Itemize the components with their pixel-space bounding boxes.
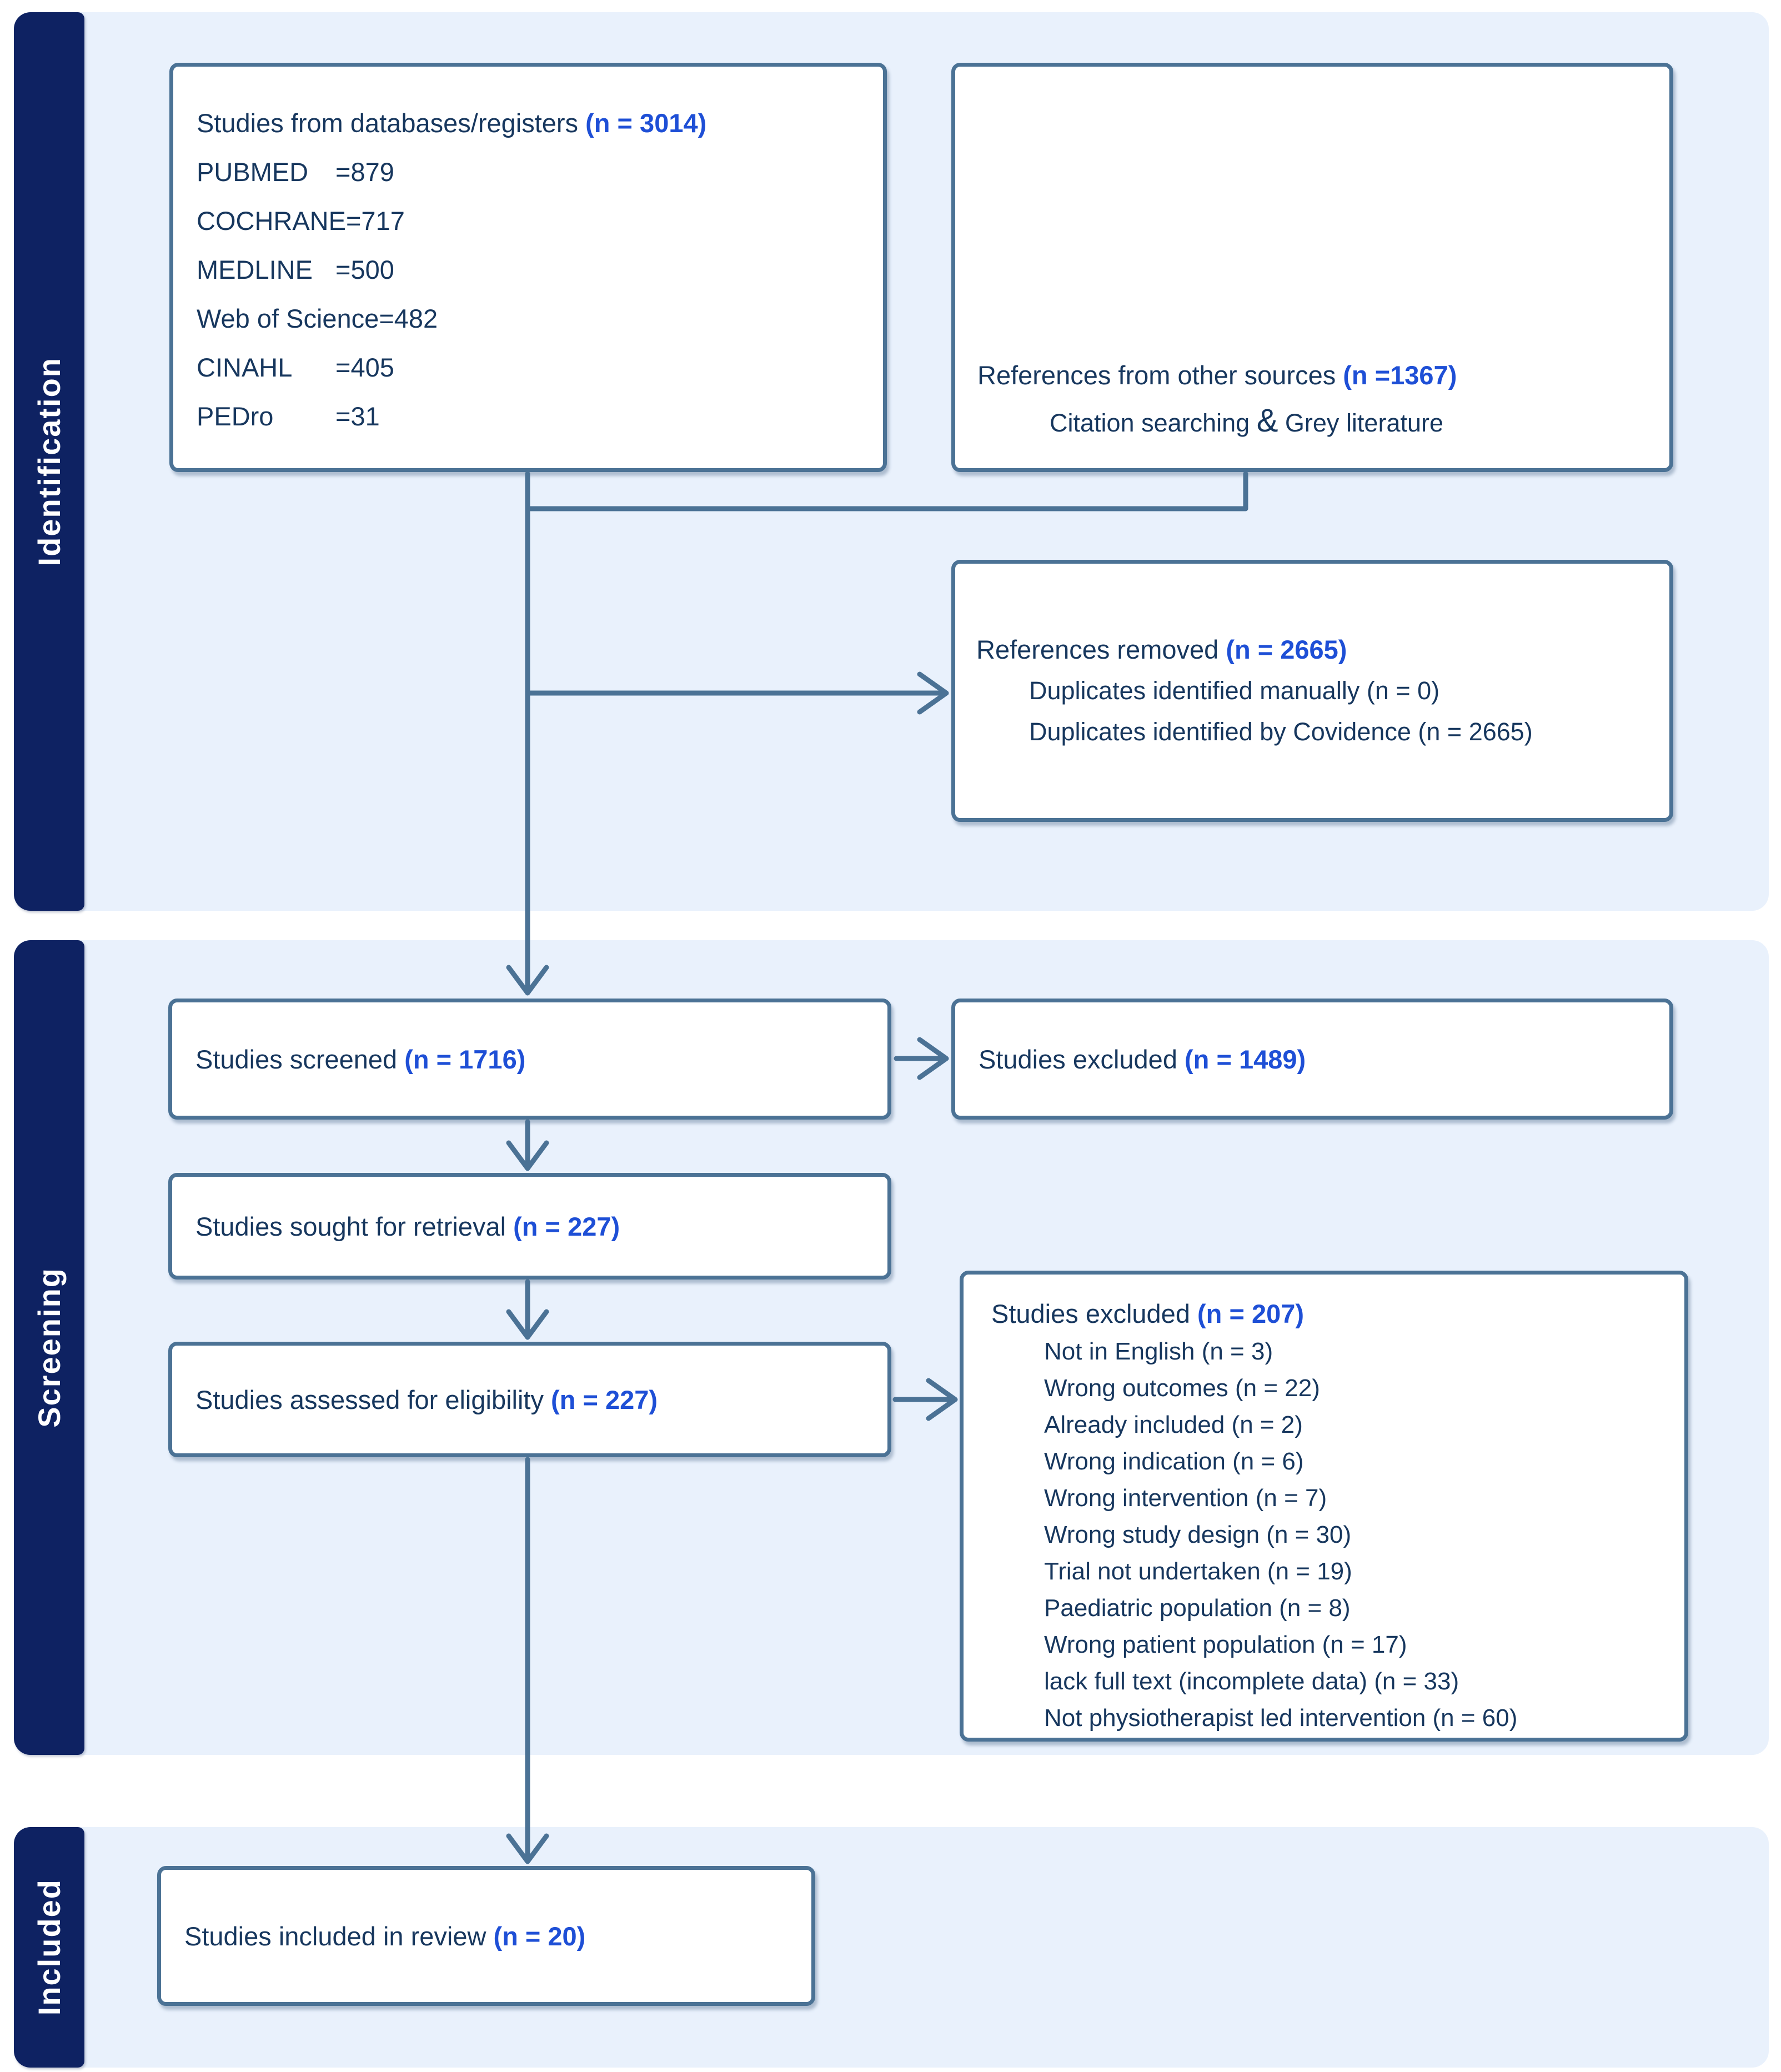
database-row: PEDro =31 xyxy=(197,402,380,431)
exclusion-reason: Wrong indication (n = 6) xyxy=(1044,1448,1304,1475)
sidebar-screening xyxy=(14,940,84,1755)
references-removed-detail: Duplicates identified manually (n = 0) xyxy=(1029,676,1440,705)
references-removed-detail: Duplicates identified by Covidence (n = 2665) xyxy=(1029,718,1533,746)
database-row: MEDLINE =500 xyxy=(197,255,394,284)
excluded-screening-count: (n = 1489) xyxy=(1185,1044,1306,1074)
exclusion-reason: Wrong outcomes (n = 22) xyxy=(1044,1374,1320,1402)
ampersand: & xyxy=(1256,403,1278,439)
databases-count: (n = 3014) xyxy=(585,108,707,138)
sidebar-included xyxy=(14,1827,84,2068)
sidebar-identification-label: Identification xyxy=(32,357,67,566)
exclusion-reason: Wrong intervention (n = 7) xyxy=(1044,1484,1327,1512)
database-row: CINAHL =405 xyxy=(197,353,394,382)
excluded-screening-title: Studies excluded (n = 1489) xyxy=(979,1044,1306,1074)
references-removed-count: (n = 2665) xyxy=(1226,635,1347,664)
other-sources-count: (n =1367) xyxy=(1343,360,1457,390)
sought-title: Studies sought for retrieval (n = 227) xyxy=(195,1211,620,1241)
database-row: PUBMED =879 xyxy=(197,157,394,187)
box-references-other-sources xyxy=(951,63,1673,472)
assessed-count: (n = 227) xyxy=(551,1384,658,1414)
box-references-removed xyxy=(951,560,1673,822)
databases-title: Studies from databases/registers (n = 3014) xyxy=(197,108,707,138)
exclusion-reason: lack full text (incomplete data) (n = 33) xyxy=(1044,1668,1459,1695)
assessed-title: Studies assessed for eligibility (n = 227) xyxy=(195,1384,658,1414)
excluded-eligibility-title: Studies excluded (n = 207) xyxy=(991,1299,1305,1328)
other-sources-subtitle: Citation searching & Grey literature xyxy=(1050,403,1444,439)
box-studies-excluded-screening xyxy=(951,999,1673,1120)
box-studies-from-databases xyxy=(169,63,887,472)
database-row: Web of Science=482 xyxy=(197,304,438,333)
exclusion-reason: Not physiotherapist led intervention (n = 60) xyxy=(1044,1704,1518,1732)
exclusion-reason: Paediatric population (n = 8) xyxy=(1044,1594,1351,1622)
sidebar-identification xyxy=(14,12,84,911)
database-row: COCHRANE=717 xyxy=(197,206,405,235)
box-studies-included xyxy=(157,1866,815,2006)
sidebar-included-label: Included xyxy=(32,1879,67,2016)
box-studies-screened xyxy=(168,999,891,1120)
exclusion-reason: Trial not undertaken (n = 19) xyxy=(1044,1558,1352,1585)
box-studies-sought xyxy=(168,1173,891,1280)
other-sources-title: References from other sources (n =1367) xyxy=(977,360,1457,390)
screened-title: Studies screened (n = 1716) xyxy=(195,1044,526,1074)
exclusion-reason: Already included (n = 2) xyxy=(1044,1411,1303,1438)
sought-count: (n = 227) xyxy=(513,1211,620,1241)
screened-count: (n = 1716) xyxy=(404,1044,526,1074)
box-studies-excluded-eligibility xyxy=(960,1271,1688,1742)
excluded-eligibility-count: (n = 207) xyxy=(1197,1299,1305,1328)
exclusion-reason: Not in English (n = 3) xyxy=(1044,1338,1273,1365)
references-removed-title: References removed (n = 2665) xyxy=(976,635,1347,664)
exclusion-reason: Wrong patient population (n = 17) xyxy=(1044,1631,1407,1658)
exclusion-reason: Wrong study design (n = 30) xyxy=(1044,1521,1352,1548)
included-review-title: Studies included in review (n = 20) xyxy=(184,1921,586,1951)
included-review-count: (n = 20) xyxy=(493,1921,586,1951)
sidebar-screening-label: Screening xyxy=(32,1267,67,1428)
box-studies-assessed xyxy=(168,1342,891,1457)
